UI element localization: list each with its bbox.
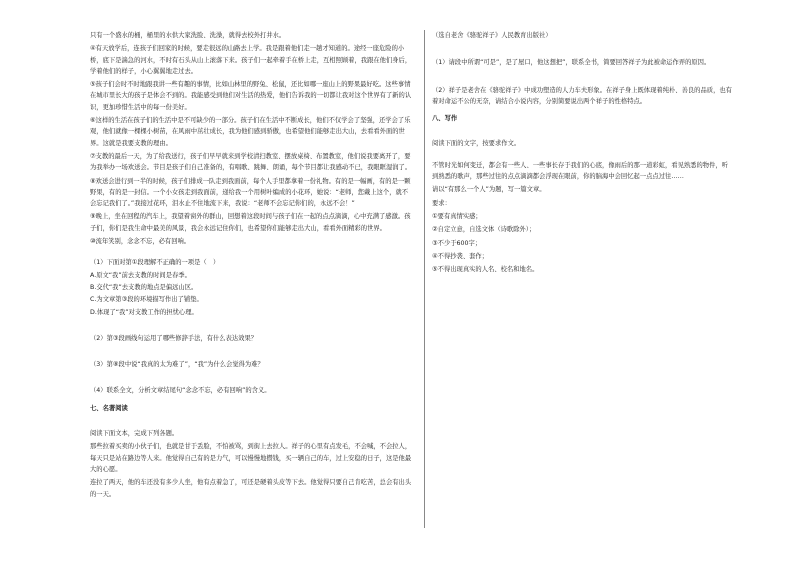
paragraph: 只有一个盛水的桶，桶里的水供大家洗脸、洗澡，就得去校外打井水。 [90,32,286,39]
right-column [432,30,732,277]
paragraph: ④有天放学后，连孩子们回家的时候，要走很远的山路去上学。我是跟着他们走一趟才知道的。途经一座危险的小桥，底下是湍急的河水，不时有石头从山上滚落下来。孩子们一起牵着手在桥上走，互相照顾着，我跟在他们身后，学着他们的样子，小心翼翼地走过去。 [90,45,412,75]
source-line: （选自老舍《骆驼祥子》人民教育出版社） [432,32,552,39]
requirement: ③不少于600字； [432,239,482,247]
writing-prompt: 不管时光如何变迁，都会有一些人、一些事长存于我们的心底，像雨后的那一道彩虹，看见熟悉的物件，听到熟悉的歌声，那些过往的点点滴滴都会浮现在眼前，你的脑海中会回忆起一点点过往…… [432,161,728,181]
instruction: 阅读下面的文字，按要求作文。 [432,140,521,148]
paragraph: ⑥这样的生活在孩子们的生活中是不可缺少的一部分。孩子们在生活中不断成长，他们不仅学会了坚强，还学会了乐观，他们就像一棵棵小树苗，在风雨中茁壮成长，我为他们感到骄傲，也希望他们能够走出大山，去看看外面的世界。这就是我要支教的理由。 [90,117,411,147]
question-1: （1）下面对第①段理解不正确的一项是（ ） [90,259,220,267]
requirement: ①要有真情实感； [432,212,482,220]
writing-prompt: 请以“有那么一个人”为题，写一篇文章。 [432,186,546,194]
column-divider [424,30,425,528]
paragraph: 那些拉着买卖的小伙子们，也就是甘于丢脸，不怕被骂，到街上去拉人。祥子的心里有点发毛，不会喊，不会拉人，每天只是站在路边等人来。他觉得自己有的是力气，可以慢慢地攒钱，买一辆自己的车，过上安稳的日子，这是他最大的心愿。 [90,443,412,473]
option-a: A.原文“我”前去支教的时间是春季。 [90,271,191,279]
option-c: C.为文章第③段的环境描写作出了铺垫。 [90,296,203,304]
question-4: （4）联系全文，分析文章结尾句“念念不忘，必有回响”的含义。 [90,387,271,395]
question-2: （2）祥子是老舍在《骆驼祥子》中成功塑造的人力车夫形象。在祥子身上既体现着纯朴、善良的品质，也有着对命运不公的无奈，请结合小说内容，分别简要说出两个祥子的性格特点。 [432,86,732,105]
section-heading: 八、写作 [432,115,458,123]
requirement: ⑤不得出现真实的人名、校名和地名。 [432,266,539,274]
left-column [90,30,412,502]
paragraph: ⑨晚上，坐在回程的汽车上，我望着窗外的群山，回想着这段时间与孩子们在一起的点点滴滴，心中充满了感激。孩子们，你们是我生命中最美的风景，我会永远记住你们，也希望你们能够走出大山，看看外面精彩的世界。 [90,213,411,232]
question-1: （1）请段中所谓“可是”，是了屋口，他这想把”，联系全书，简要回答祥子为此被命运作弄的原因。 [432,59,711,67]
paragraph: ⑤孩子们会时不时地跟我讲一些有趣的事情，比如山林里的野兔、松鼠，还比如哪一座山上的野果最好吃。这些事情在城市里长大的孩子是体会不到的。我能感受到他们对生活的热爱，他们告诉我的一切都让我对这个世界有了新的认识，更加珍惜生活中的每一份美好。 [90,81,412,111]
question-2: （2）第③段画线句运用了哪些修辞手法，有什么表达效果？ [90,334,258,342]
requirement: ④不得抄袭、套作； [432,252,489,260]
option-d: D.体现了“我”对支教工作的担忧心理。 [90,308,198,316]
instruction: 阅读下面文本，完成下列各题。 [90,430,179,438]
requirement: ②自定立意，自选文体（诗歌除外）； [432,226,536,234]
requirements-label: 要求： [432,199,451,207]
paragraph: ⑧欢送会进行到一半的时候，孩子们排成一队走到我面前，每个人手里都拿着一份礼物。有的是一幅画，有的是一颗野果，有的是一封信。一个小女孩走到我面前，递给我一个用树叶编成的小花环，她说：“老师，您戴上这个，就不会忘记我们了。”我接过花环，泪水止不住地流下来，我说：“老师不会忘记你们的，永远不会！” [90,177,411,208]
option-b: B.交代“我”去支教的地点是偏远山区。 [90,283,198,291]
section-heading: 七、名著阅读 [90,404,128,412]
paragraph: ⑦支教的最后一天，为了给我送行，孩子们早早就来到学校清扫教室、摆放桌椅、布置教室，他们说我要离开了，要为我举办一场欢送会。节目是孩子们自己准备的，有唱歌、跳舞、朗诵，每个节目都让我感动不已，我眼眶湿润了。 [90,152,412,172]
question-3: （3）第⑧段中说“我真的太为难了”，“我”为什么会觉得为难？ [90,361,264,369]
paragraph: 连拉了两天，他的车还没有多少人坐，他有点着急了，可还是硬着头皮等下去。他觉得只要自己肯吃苦，总会有出头的一天。 [90,479,412,498]
paragraph: ⑩流年笑别，念念不忘，必有回响。 [90,238,191,246]
